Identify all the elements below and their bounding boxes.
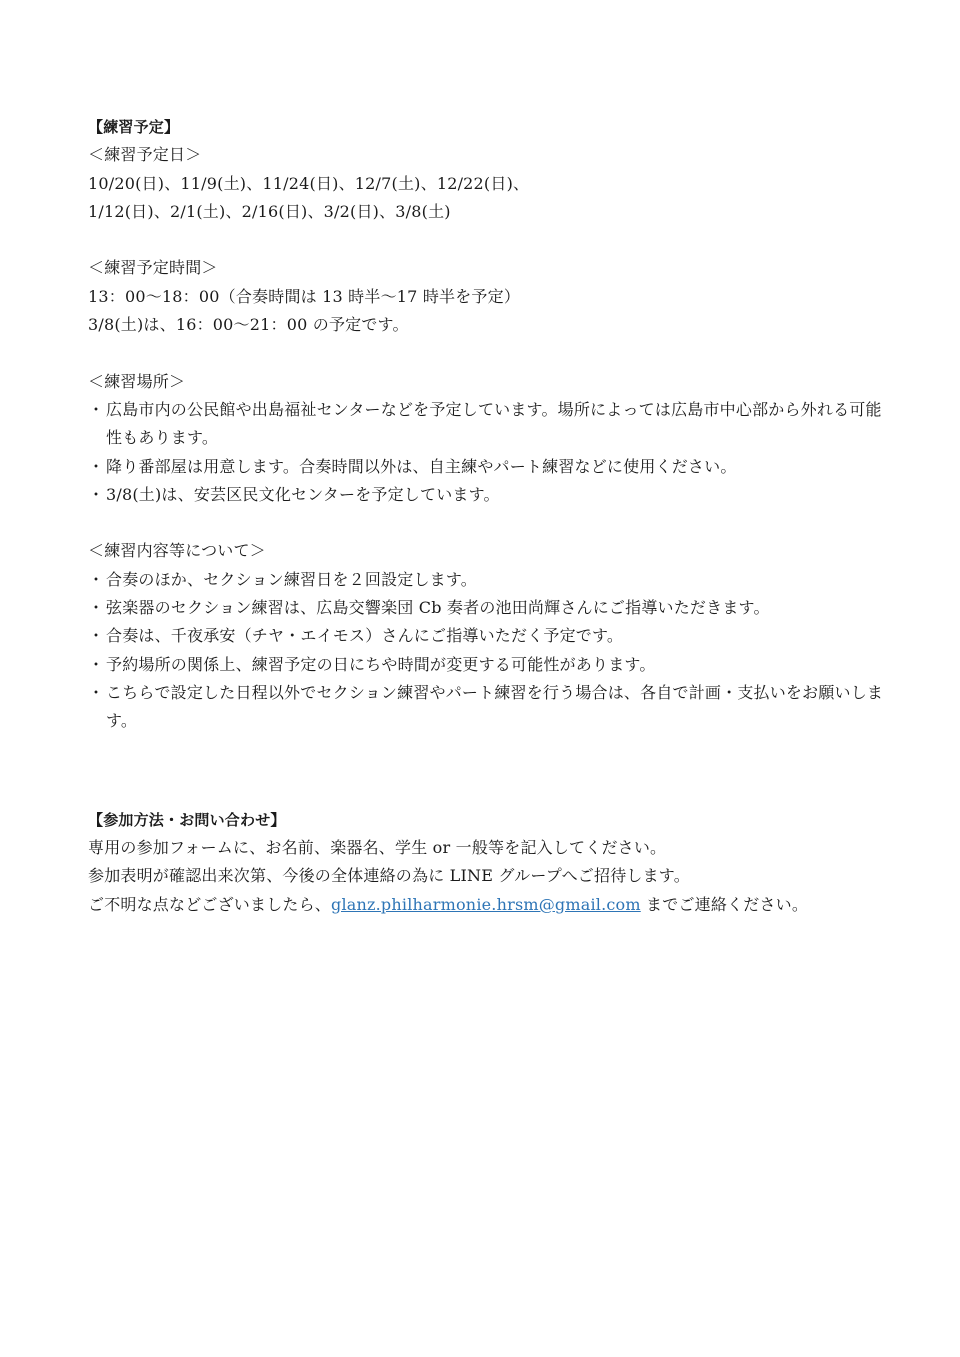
document-page <box>88 113 888 919</box>
practice-heading: 【練習予定】 <box>88 118 180 136</box>
contact-line-3-before: ご不明な点などございましたら、 <box>88 894 332 914</box>
place-label: ＜練習場所＞ <box>88 371 186 391</box>
time-line-1: 13：00〜18：00（合奏時間は 13 時半〜17 時半を予定） <box>88 286 521 306</box>
place-item-2: 降り番部屋は用意します。合奏時間以外は、自主練やパート練習などに使用ください。 <box>106 456 737 476</box>
list-item <box>88 651 888 679</box>
list-item <box>88 566 888 594</box>
bullet-mark: ・ <box>88 484 105 504</box>
list-item <box>88 481 888 509</box>
list-item <box>88 396 888 453</box>
time-label: ＜練習予定時間＞ <box>88 258 218 278</box>
content-label: ＜練習内容等について＞ <box>88 541 266 561</box>
content-item-5: こちらで設定した日程以外でセクション練習やパート練習を行う場合は、各自で計画・支払いをお願いします。 <box>106 682 884 731</box>
bullet-mark: ・ <box>88 654 105 674</box>
contact-heading: 【参加方法・お問い合わせ】 <box>88 810 286 829</box>
spacer <box>88 736 888 764</box>
dates-label: ＜練習予定日＞ <box>88 145 202 165</box>
time-line-2: 3/8(土)は、16：00〜21：00 の予定です。 <box>88 315 409 335</box>
contact-line-3-after: までご連絡ください。 <box>640 894 809 914</box>
contact-line-3 <box>88 891 888 919</box>
content-item-3: 合奏は、千夜承安（チヤ・エイモス）さんにご指導いただく予定です。 <box>106 626 624 646</box>
spacer <box>88 226 888 254</box>
list-item <box>88 453 888 481</box>
list-item <box>88 594 888 622</box>
bullet-mark: ・ <box>88 626 105 646</box>
spacer <box>88 509 888 537</box>
bullet-mark: ・ <box>88 682 105 702</box>
bullet-mark: ・ <box>88 456 105 476</box>
place-item-3: 3/8(土)は、安芸区民文化センターを予定しています。 <box>106 484 500 504</box>
spacer <box>88 339 888 367</box>
content-item-1: 合奏のほか、セクション練習日を２回設定します。 <box>106 569 478 589</box>
bullet-mark: ・ <box>88 399 105 419</box>
bullet-mark: ・ <box>88 598 105 618</box>
bullet-mark: ・ <box>88 569 105 589</box>
list-item <box>88 679 888 736</box>
spacer <box>88 764 888 806</box>
dates-line-1: 10/20(日)、11/9(土)、11/24(日)、12/7(土)、12/22(日)、 <box>88 173 530 193</box>
place-item-1: 広島市内の公民館や出島福祉センターなどを予定しています。場所によっては広島市中心部から外れる可能性もあります。 <box>106 399 882 448</box>
content-item-4: 予約場所の関係上、練習予定の日にちや時間が変更する可能性があります。 <box>106 654 656 674</box>
email-link[interactable]: glanz.philharmonie.hrsm@gmail.com <box>331 894 641 914</box>
contact-line-2: 参加表明が確認出来次第、今後の全体連絡の為に LINE グループへご招待します。 <box>88 866 690 886</box>
dates-line-2: 1/12(日)、2/1(土)、2/16(日)、3/2(日)、3/8(土) <box>88 201 451 221</box>
contact-line-1: 専用の参加フォームに、お名前、楽器名、学生 or 一般等を記入してください。 <box>88 838 667 858</box>
content-item-2: 弦楽器のセクション練習は、広島交響楽団 Cb 奏者の池田尚輝さんにご指導いただきます。 <box>106 598 770 618</box>
list-item <box>88 622 888 650</box>
